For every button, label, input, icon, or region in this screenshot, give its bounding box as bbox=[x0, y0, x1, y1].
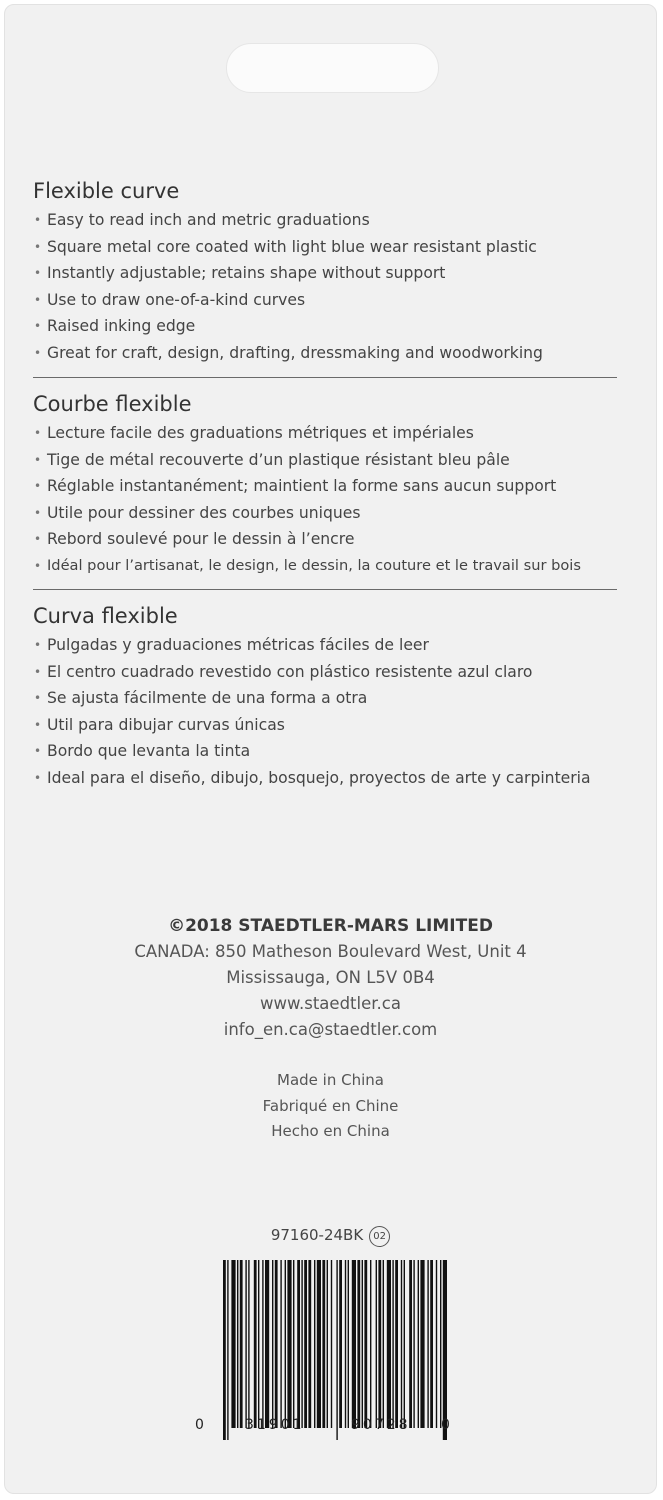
list-item: • Util para dibujar curvas únicas bbox=[34, 715, 285, 734]
packaging-card bbox=[4, 4, 657, 1494]
made-in-spanish: Hecho en China bbox=[271, 1122, 390, 1140]
barcode-group-1: 31901 bbox=[245, 1417, 305, 1433]
barcode-bar bbox=[245, 1260, 246, 1428]
barcode-bar bbox=[285, 1260, 286, 1428]
barcode-bar bbox=[418, 1260, 419, 1428]
version-mark: 02 bbox=[369, 1226, 390, 1247]
copyright-line: ©2018 STAEDTLER-MARS LIMITED bbox=[168, 916, 493, 936]
section-title-spanish: Curva flexible bbox=[33, 604, 178, 628]
product-code-line bbox=[5, 1226, 656, 1247]
barcode-bar bbox=[383, 1260, 384, 1428]
made-in-english: Made in China bbox=[277, 1071, 384, 1089]
list-item: • El centro cuadrado revestido con plástico resistente azul claro bbox=[34, 662, 533, 681]
section-english bbox=[33, 177, 613, 366]
barcode-bar bbox=[331, 1260, 332, 1428]
barcode-bar bbox=[357, 1260, 360, 1428]
barcode-bar bbox=[348, 1260, 349, 1428]
barcode-bar bbox=[427, 1260, 428, 1428]
barcode-group-2: 90728 bbox=[351, 1417, 411, 1433]
list-item: • Tige de métal recouverte d’un plastique résistant bleu pâle bbox=[34, 450, 510, 469]
barcode-bar bbox=[339, 1260, 342, 1428]
barcode-bar bbox=[409, 1260, 412, 1428]
barcode-bar bbox=[401, 1260, 402, 1428]
barcode-bar bbox=[443, 1260, 447, 1440]
barcode-bar bbox=[254, 1260, 257, 1428]
list-item: • Rebord soulevé pour le dessin à l’encre bbox=[34, 530, 355, 548]
barcode-bar bbox=[287, 1260, 291, 1428]
address-line-1: CANADA: 850 Matheson Boulevard West, Unit 4 bbox=[134, 942, 527, 961]
list-item: • Easy to read inch and metric graduations bbox=[34, 211, 370, 229]
barcode-bar bbox=[327, 1260, 328, 1428]
barcode-bar bbox=[352, 1260, 356, 1428]
list-item: • Use to draw one-of-a-kind curves bbox=[34, 290, 306, 309]
barcode-bar bbox=[301, 1260, 302, 1428]
barcode-bar bbox=[436, 1260, 437, 1428]
list-item: • Idéal pour l’artisanat, le design, le dessin, la couture et le travail sur bois bbox=[34, 556, 581, 574]
barcode-bar bbox=[345, 1260, 346, 1428]
barcode-bar bbox=[237, 1260, 238, 1428]
barcode-bar bbox=[317, 1260, 321, 1428]
barcode-bar bbox=[258, 1260, 259, 1428]
barcode-bar bbox=[272, 1260, 273, 1428]
email: info_en.ca@staedtler.com bbox=[223, 1020, 438, 1039]
list-item: • Utile pour dessiner des courbes uniques bbox=[34, 503, 361, 522]
barcode-bar bbox=[240, 1260, 243, 1428]
barcode-bar bbox=[362, 1260, 363, 1428]
bullet-list-english bbox=[33, 207, 613, 366]
barcode-bar bbox=[413, 1260, 414, 1428]
section-french bbox=[33, 390, 613, 579]
barcode-bar bbox=[395, 1260, 398, 1428]
bullet-list-spanish bbox=[33, 632, 613, 791]
barcode-bar bbox=[378, 1260, 381, 1428]
list-item: • Lecture facile des graduations métriques et impériales bbox=[34, 424, 474, 442]
list-item: • Se ajusta fácilmente de una forma a otra bbox=[34, 689, 368, 707]
barcode-bar bbox=[265, 1260, 269, 1428]
barcode-bar bbox=[275, 1260, 278, 1428]
bullet-list-french bbox=[33, 420, 613, 579]
barcode-bar bbox=[293, 1260, 294, 1428]
barcode-bar bbox=[297, 1260, 300, 1428]
section-title-english: Flexible curve bbox=[33, 179, 180, 203]
barcode-bar bbox=[262, 1260, 263, 1428]
barcode-bar bbox=[420, 1260, 424, 1428]
list-item: • Great for craft, design, drafting, dressmaking and woodworking bbox=[34, 343, 543, 362]
barcode-bar bbox=[227, 1260, 228, 1440]
list-item: • Raised inking edge bbox=[34, 317, 196, 335]
barcode-bar bbox=[387, 1260, 391, 1428]
list-item: • Pulgadas y graduaciones métricas fáciles de leer bbox=[34, 636, 429, 654]
barcode-bar bbox=[280, 1260, 281, 1428]
barcode-bar bbox=[364, 1260, 367, 1428]
barcode-bar bbox=[336, 1260, 337, 1440]
list-item: • Square metal core coated with light blue wear resistant plastic bbox=[34, 237, 537, 256]
barcode-bar bbox=[430, 1260, 433, 1428]
country-of-origin bbox=[5, 1068, 656, 1145]
list-item: • Instantly adjustable; retains shape without support bbox=[34, 264, 446, 282]
section-divider bbox=[33, 377, 617, 378]
list-item: • Ideal para el diseño, dibujo, bosquejo, proyectos de arte y carpinteria bbox=[34, 768, 591, 787]
barcode-bar bbox=[308, 1260, 311, 1428]
barcode-bar bbox=[223, 1260, 226, 1440]
product-code: 97160-24BK bbox=[270, 1226, 364, 1244]
barcode-bar bbox=[322, 1260, 325, 1428]
barcode-bar bbox=[314, 1260, 315, 1428]
barcode-bar bbox=[231, 1260, 235, 1428]
list-item: • Réglable instantanément; maintient la forme sans aucun support bbox=[34, 477, 557, 495]
address-line-2: Mississauga, ON L5V 0B4 bbox=[226, 968, 435, 987]
barcode-bar bbox=[370, 1260, 371, 1428]
section-title-french: Courbe flexible bbox=[33, 392, 192, 416]
barcode-bar bbox=[376, 1260, 377, 1428]
company-info bbox=[5, 913, 656, 1043]
website: www.staedtler.ca bbox=[260, 994, 401, 1013]
barcode-bar bbox=[404, 1260, 405, 1428]
hang-hole bbox=[226, 43, 439, 93]
barcode-bar bbox=[248, 1260, 249, 1428]
barcode-left-digit: 0 bbox=[195, 1417, 207, 1433]
barcode-right-digit: 0 bbox=[441, 1417, 453, 1433]
section-spanish bbox=[33, 602, 613, 791]
barcode-bar bbox=[392, 1260, 393, 1428]
section-divider bbox=[33, 589, 617, 590]
made-in-french: Fabriqué en Chine bbox=[262, 1096, 399, 1115]
barcode-bar bbox=[440, 1260, 441, 1428]
list-item: • Bordo que levanta la tinta bbox=[34, 742, 251, 760]
barcode-bar bbox=[304, 1260, 307, 1428]
